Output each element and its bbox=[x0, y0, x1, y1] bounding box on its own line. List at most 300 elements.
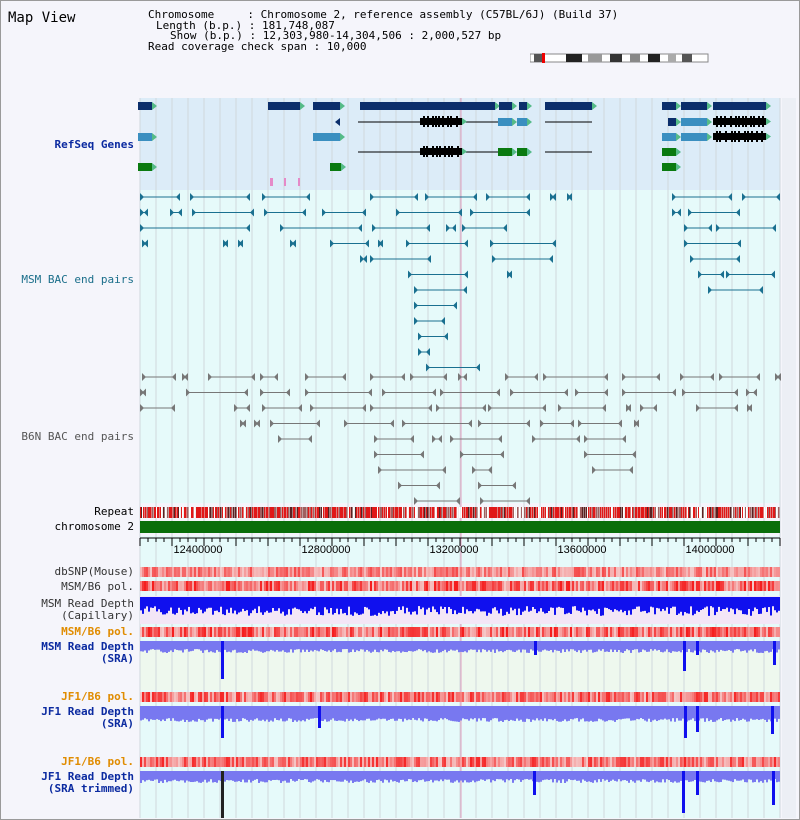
msm-sra-depth-bar bbox=[366, 641, 368, 650]
repeat-mark bbox=[633, 507, 635, 518]
repeat-mark bbox=[517, 507, 519, 518]
msm-b6-pol-sra-strip bbox=[354, 627, 356, 637]
msm-b6-pol-strip bbox=[148, 581, 150, 591]
jf1-b6-pol-strip bbox=[172, 692, 174, 702]
jf1-b6-pol-strip bbox=[532, 692, 534, 702]
msm-capillary-depth-bar bbox=[662, 597, 664, 609]
msm-b6-pol-sra-strip bbox=[444, 627, 446, 637]
jf1-b6-pol-strip bbox=[644, 692, 646, 702]
dbsnp-strip bbox=[412, 567, 414, 577]
repeat-mark bbox=[218, 507, 220, 518]
jf1-sra-depth-bar bbox=[758, 706, 760, 720]
dbsnp-strip bbox=[670, 567, 672, 577]
jf1-trimmed-depth-bar bbox=[366, 771, 368, 782]
msm-capillary-depth-bar bbox=[498, 597, 500, 613]
jf1-b6-pol-strip bbox=[362, 692, 364, 702]
jf1-sra-depth-bar bbox=[298, 706, 300, 720]
jf1-b6-pol-2-strip bbox=[420, 757, 422, 767]
jf1-sra-depth-bar bbox=[582, 706, 584, 718]
msm-b6-pol-strip bbox=[474, 581, 476, 591]
jf1-b6-pol-strip bbox=[770, 692, 772, 702]
dbsnp-strip bbox=[178, 567, 180, 577]
jf1-sra-depth-bar bbox=[550, 706, 552, 719]
jf1-sra-depth-bar bbox=[670, 706, 672, 721]
jf1-sra-depth-bar bbox=[634, 706, 636, 720]
msm-sra-depth-bar bbox=[596, 641, 598, 652]
msm-b6-pol-strip bbox=[228, 581, 230, 591]
jf1-b6-pol-2-strip bbox=[294, 757, 296, 767]
dbsnp-strip bbox=[584, 567, 586, 577]
jf1-trimmed-depth-bar bbox=[492, 771, 494, 780]
jf1-sra-depth-bar bbox=[650, 706, 652, 722]
repeat-mark bbox=[565, 507, 567, 518]
gene-bar bbox=[313, 133, 340, 141]
msm-capillary-depth-bar bbox=[210, 597, 212, 608]
jf1-b6-pol-2-strip bbox=[768, 757, 770, 767]
refseq-genes-label[interactable]: RefSeq Genes bbox=[54, 138, 134, 151]
msm-read-depth-sra-line1: MSM Read Depth bbox=[41, 640, 134, 653]
repeat-mark bbox=[194, 507, 196, 518]
msm-sra-depth-bar bbox=[344, 641, 346, 649]
msm-capillary-depth-bar bbox=[748, 597, 750, 609]
jf1-trimmed-depth-bar bbox=[572, 771, 574, 780]
msm-b6-pol-strip bbox=[570, 581, 572, 591]
jf1-sra-depth-bar bbox=[640, 706, 642, 718]
jf1-trimmed-depth-bar bbox=[496, 771, 498, 779]
msm-sra-depth-bar bbox=[752, 641, 754, 651]
jf1-trimmed-depth-bar bbox=[378, 771, 380, 780]
jf1-trimmed-depth-bar bbox=[270, 771, 272, 781]
repeat-mark bbox=[726, 507, 728, 518]
dbsnp-strip bbox=[626, 567, 628, 577]
msm-sra-depth-bar bbox=[490, 641, 492, 652]
jf1-b6-pol-2-strip bbox=[476, 757, 478, 767]
msm-sra-depth-bar bbox=[216, 641, 218, 650]
msm-capillary-depth-bar bbox=[488, 597, 490, 613]
jf1-sra-depth-bar bbox=[478, 706, 480, 718]
jf1-trimmed-depth-bar bbox=[304, 771, 306, 779]
msm-sra-depth-bar bbox=[460, 641, 462, 652]
msm-b6-pol-strip bbox=[470, 581, 472, 591]
msm-b6-pol-sra-strip bbox=[350, 627, 352, 637]
jf1-b6-pol-2-strip bbox=[582, 757, 584, 767]
dbsnp-strip bbox=[264, 567, 266, 577]
dbsnp-strip bbox=[616, 567, 618, 577]
msm-b6-pol-strip bbox=[518, 581, 520, 591]
jf1-b6-pol-strip bbox=[508, 692, 510, 702]
jf1-b6-pol-strip bbox=[506, 692, 508, 702]
msm-b6-pol-label[interactable]: MSM/B6 pol. bbox=[61, 580, 134, 593]
dbsnp-strip bbox=[320, 567, 322, 577]
dbsnp-strip bbox=[728, 567, 730, 577]
jf1-b6-pol-2-strip bbox=[206, 757, 208, 767]
jf1-trimmed-depth-bar bbox=[592, 771, 594, 783]
jf1-b6-pol-2-strip bbox=[488, 757, 490, 767]
jf1-sra-depth-bar bbox=[272, 706, 274, 722]
repeat-mark bbox=[480, 507, 482, 518]
dbsnp-strip bbox=[618, 567, 620, 577]
msm-b6-pol-strip bbox=[396, 581, 398, 591]
jf1-sra-depth-bar bbox=[556, 706, 558, 721]
msm-b6-pol-sra-strip bbox=[182, 627, 184, 637]
jf1-b6-pol-2-strip bbox=[656, 757, 658, 767]
msm-sra-depth-bar bbox=[692, 641, 694, 652]
jf1-b6-pol-strip bbox=[662, 692, 664, 702]
msm-sra-depth-bar bbox=[140, 641, 142, 651]
msm-b6-pol-sra-strip bbox=[582, 627, 584, 637]
msm-b6-pol-sra-strip bbox=[518, 627, 520, 637]
jf1-b6-pol-strip bbox=[352, 692, 354, 702]
jf1-sra-depth-bar bbox=[360, 706, 362, 720]
jf1-b6-pol-strip bbox=[728, 692, 730, 702]
jf1-sra-depth-bar bbox=[584, 706, 586, 721]
msm-capillary-depth-bar bbox=[300, 597, 302, 611]
jf1-b6-pol-strip bbox=[344, 692, 346, 702]
dbsnp-strip bbox=[310, 567, 312, 577]
jf1-trimmed-depth-bar bbox=[502, 771, 504, 780]
repeat-mark bbox=[416, 507, 418, 518]
dbsnp-label[interactable]: dbSNP(Mouse) bbox=[54, 565, 134, 578]
jf1-trimmed-depth-bar bbox=[540, 771, 542, 782]
msm-sra-depth-bar bbox=[738, 641, 740, 649]
jf1-b6-pol-2-strip bbox=[210, 757, 212, 767]
repeat-mark bbox=[238, 507, 240, 518]
msm-b6-pol-sra-strip bbox=[344, 627, 346, 637]
jf1-b6-pol-strip bbox=[338, 692, 340, 702]
jf1-b6-pol-strip bbox=[240, 692, 242, 702]
jf1-b6-pol-2-strip bbox=[190, 757, 192, 767]
msm-b6-pol-strip bbox=[252, 581, 254, 591]
msm-sra-depth-bar bbox=[446, 641, 448, 652]
msm-b6-pol-strip bbox=[344, 581, 346, 591]
msm-sra-depth-bar bbox=[748, 641, 750, 650]
jf1-sra-depth-bar bbox=[160, 706, 162, 721]
jf1-b6-pol-strip bbox=[696, 692, 698, 702]
dbsnp-strip bbox=[598, 567, 600, 577]
msm-sra-depth-bar bbox=[334, 641, 336, 649]
dbsnp-strip bbox=[326, 567, 328, 577]
jf1-b6-pol-2-strip bbox=[208, 757, 210, 767]
msm-b6-pol-strip bbox=[202, 581, 204, 591]
jf1-b6-pol-2-strip bbox=[498, 757, 500, 767]
repeat-mark bbox=[319, 507, 321, 518]
repeat-mark bbox=[530, 507, 532, 518]
jf1-b6-pol-2-strip bbox=[174, 757, 176, 767]
msm-b6-pol-sra-strip bbox=[270, 627, 272, 637]
jf1-sra-depth-bar bbox=[558, 706, 560, 722]
dbsnp-strip bbox=[338, 567, 340, 577]
jf1-b6-pol-2-strip bbox=[254, 757, 256, 767]
jf1-b6-pol-strip bbox=[170, 692, 172, 702]
jf1-trimmed-depth-bar bbox=[244, 771, 246, 782]
repeat-mark bbox=[235, 507, 237, 518]
repeat-mark bbox=[702, 507, 704, 518]
jf1-b6-pol-2-strip bbox=[156, 757, 158, 767]
right-gutter bbox=[782, 98, 796, 818]
msm-capillary-depth-bar bbox=[638, 597, 640, 606]
repeat-mark bbox=[285, 507, 287, 518]
msm-b6-pol-sra-strip bbox=[202, 627, 204, 637]
jf1-b6-pol-strip bbox=[704, 692, 706, 702]
msm-capillary-depth-bar bbox=[318, 597, 320, 612]
msm-b6-pol-strip bbox=[568, 581, 570, 591]
dbsnp-strip bbox=[484, 567, 486, 577]
repeat-mark bbox=[608, 507, 610, 518]
jf1-b6-pol-strip bbox=[230, 692, 232, 702]
jf1-sra-depth-bar bbox=[578, 706, 580, 722]
repeat-mark bbox=[689, 507, 691, 518]
msm-b6-pol-strip bbox=[272, 581, 274, 591]
msm-b6-pol-strip bbox=[426, 581, 428, 591]
dbsnp-strip bbox=[608, 567, 610, 577]
jf1-b6-pol-strip bbox=[490, 692, 492, 702]
msm-b6-pol-sra-strip bbox=[750, 627, 752, 637]
exon-mark bbox=[716, 116, 718, 127]
jf1-b6-pol-2-strip bbox=[438, 757, 440, 767]
jf1-b6-pol-2-strip bbox=[370, 757, 372, 767]
msm-sra-depth-bar bbox=[182, 641, 184, 652]
jf1-b6-pol-strip bbox=[214, 692, 216, 702]
jf1-sra-depth-bar bbox=[356, 706, 358, 720]
dbsnp-strip bbox=[216, 567, 218, 577]
jf1-trimmed-depth-bar bbox=[688, 771, 690, 782]
jf1-b6-pol-2-strip bbox=[774, 757, 776, 767]
dbsnp-strip bbox=[328, 567, 330, 577]
jf1-sra-depth-bar bbox=[352, 706, 354, 721]
jf1-b6-pol-strip bbox=[190, 692, 192, 702]
msm-sra-depth-bar bbox=[636, 641, 638, 649]
msm-capillary-depth-bar bbox=[702, 597, 704, 609]
jf1-trimmed-depth-bar bbox=[390, 771, 392, 780]
msm-b6-pol-strip bbox=[224, 581, 226, 591]
msm-b6-pol-sra-strip bbox=[772, 627, 774, 637]
msm-sra-depth-bar bbox=[630, 641, 632, 653]
msm-capillary-depth-bar bbox=[730, 597, 732, 608]
jf1-trimmed-depth-bar bbox=[312, 771, 314, 781]
jf1-trimmed-depth-bar bbox=[360, 771, 362, 781]
jf1-b6-pol-strip bbox=[452, 692, 454, 702]
jf1-b6-pol-strip bbox=[656, 692, 658, 702]
jf1-b6-pol-2-strip bbox=[340, 757, 342, 767]
msm-capillary-depth-bar bbox=[628, 597, 630, 610]
msm-capillary-depth-bar bbox=[208, 597, 210, 608]
msm-sra-depth-bar bbox=[336, 641, 338, 652]
dbsnp-strip bbox=[224, 567, 226, 577]
msm-b6-pol-strip bbox=[604, 581, 606, 591]
jf1-b6-pol-strip bbox=[522, 692, 524, 702]
jf1-b6-pol-strip bbox=[380, 692, 382, 702]
msm-capillary-depth-bar bbox=[716, 597, 718, 612]
jf1-b6-pol-2-strip bbox=[606, 757, 608, 767]
repeat-mark bbox=[252, 507, 254, 518]
jf1-b6-pol-2-strip bbox=[154, 757, 156, 767]
gene-bar bbox=[138, 163, 152, 171]
b6n-bac-end-pairs-label[interactable]: B6N BAC end pairs bbox=[21, 430, 134, 443]
jf1-trimmed-depth-bar bbox=[316, 771, 318, 779]
jf1-b6-pol-2-strip bbox=[310, 757, 312, 767]
dbsnp-strip bbox=[656, 567, 658, 577]
jf1-sra-depth-bar bbox=[434, 706, 436, 721]
jf1-b6-pol-strip bbox=[186, 692, 188, 702]
jf1-b6-pol-strip bbox=[472, 692, 474, 702]
jf1-b6-pol-2-strip bbox=[492, 757, 494, 767]
msm-sra-depth-bar bbox=[236, 641, 238, 653]
dbsnp-strip bbox=[500, 567, 502, 577]
msm-capillary-depth-bar bbox=[520, 597, 522, 615]
jf1-b6-pol-2-strip bbox=[166, 757, 168, 767]
jf1-b6-pol-strip bbox=[442, 692, 444, 702]
msm-sra-depth-bar bbox=[734, 641, 736, 650]
jf1-b6-pol-strip bbox=[660, 692, 662, 702]
repeat-mark bbox=[511, 507, 513, 518]
jf1-b6-pol-strip bbox=[594, 692, 596, 702]
repeat-mark bbox=[651, 507, 653, 518]
dbsnp-strip bbox=[528, 567, 530, 577]
jf1-b6-pol-2-strip bbox=[598, 757, 600, 767]
jf1-sra-depth-bar bbox=[716, 706, 718, 720]
repeat-mark bbox=[538, 507, 540, 518]
msm-b6-pol-strip bbox=[736, 581, 738, 591]
msm-b6-pol-sra-strip bbox=[574, 627, 576, 637]
msm-b6-pol-strip bbox=[708, 581, 710, 591]
msm-b6-pol-strip bbox=[676, 581, 678, 591]
msm-b6-pol-sra-strip bbox=[412, 627, 414, 637]
dbsnp-strip bbox=[736, 567, 738, 577]
jf1-b6-pol-2-label[interactable]: JF1/B6 pol. bbox=[61, 755, 134, 768]
jf1-trimmed-depth-bar bbox=[470, 771, 472, 782]
msm-b6-pol-strip bbox=[448, 581, 450, 591]
msm-capillary-depth-bar bbox=[436, 597, 438, 612]
jf1-b6-pol-2-strip bbox=[712, 757, 714, 767]
jf1-trimmed-depth-bar bbox=[560, 771, 562, 783]
jf1-trimmed-depth-bar bbox=[392, 771, 394, 781]
repeat-mark bbox=[358, 507, 360, 518]
jf1-b6-pol-strip bbox=[202, 692, 204, 702]
msm-capillary-depth-bar bbox=[198, 597, 200, 608]
jf1-b6-pol-strip bbox=[326, 692, 328, 702]
jf1-b6-pol-2-strip bbox=[604, 757, 606, 767]
msm-sra-depth-bar bbox=[266, 641, 268, 651]
msm-b6-pol-strip bbox=[506, 581, 508, 591]
jf1-sra-depth-bar bbox=[442, 706, 444, 719]
jf1-sra-depth-bar bbox=[530, 706, 532, 722]
dbsnp-strip bbox=[726, 567, 728, 577]
jf1-b6-pol-2-strip bbox=[150, 757, 152, 767]
jf1-b6-pol-strip bbox=[664, 692, 666, 702]
msm-b6-pol-strip bbox=[156, 581, 158, 591]
repeat-mark bbox=[152, 507, 154, 518]
msm-capillary-depth-bar bbox=[172, 597, 174, 614]
dbsnp-strip bbox=[366, 567, 368, 577]
msm-b6-pol-strip bbox=[226, 581, 228, 591]
jf1-b6-pol-strip bbox=[226, 692, 228, 702]
msm-b6-pol-strip bbox=[416, 581, 418, 591]
msm-sra-depth-bar bbox=[610, 641, 612, 649]
dbsnp-strip bbox=[636, 567, 638, 577]
depth-spike bbox=[683, 641, 686, 671]
msm-bac-end-pairs-label[interactable]: MSM BAC end pairs bbox=[21, 273, 134, 286]
msm-b6-pol-sra-strip bbox=[652, 627, 654, 637]
jf1-b6-pol-strip bbox=[734, 692, 736, 702]
msm-b6-pol-strip bbox=[190, 581, 192, 591]
jf1-trimmed-depth-bar bbox=[432, 771, 434, 782]
jf1-b6-pol-label[interactable]: JF1/B6 pol. bbox=[61, 690, 134, 703]
msm-b6-pol-strip bbox=[586, 581, 588, 591]
jf1-sra-depth-bar bbox=[730, 706, 732, 722]
msm-b6-pol-sra-strip bbox=[738, 627, 740, 637]
msm-capillary-depth-bar bbox=[486, 597, 488, 616]
jf1-b6-pol-2-strip bbox=[468, 757, 470, 767]
msm-sra-depth-bar bbox=[240, 641, 242, 652]
dbsnp-strip bbox=[534, 567, 536, 577]
msm-capillary-depth-bar bbox=[624, 597, 626, 611]
msm-capillary-depth-bar bbox=[550, 597, 552, 607]
dbsnp-strip bbox=[692, 567, 694, 577]
jf1-sra-depth-bar bbox=[474, 706, 476, 718]
msm-capillary-depth-bar bbox=[272, 597, 274, 608]
jf1-trimmed-depth-bar bbox=[558, 771, 560, 780]
jf1-b6-pol-strip bbox=[196, 692, 198, 702]
jf1-b6-pol-strip bbox=[652, 692, 654, 702]
jf1-sra-depth-bar bbox=[312, 706, 314, 719]
msm-b6-pol-sra-strip bbox=[326, 627, 328, 637]
msm-capillary-depth-bar bbox=[388, 597, 390, 616]
exon-mark bbox=[745, 116, 747, 127]
jf1-b6-pol-2-strip bbox=[756, 757, 758, 767]
msm-b6-pol-strip bbox=[532, 581, 534, 591]
msm-sra-depth-bar bbox=[326, 641, 328, 652]
dbsnp-strip bbox=[574, 567, 576, 577]
msm-capillary-depth-bar bbox=[506, 597, 508, 612]
jf1-b6-pol-strip bbox=[716, 692, 718, 702]
repeat-mark bbox=[660, 507, 662, 518]
dbsnp-strip bbox=[490, 567, 492, 577]
msm-b6-pol-sra-strip bbox=[682, 627, 684, 637]
msm-b6-pol-strip bbox=[334, 581, 336, 591]
msm-b6-pol-strip bbox=[578, 581, 580, 591]
jf1-b6-pol-2-strip bbox=[532, 757, 534, 767]
jf1-sra-depth-bar bbox=[204, 706, 206, 722]
msm-sra-depth-bar bbox=[170, 641, 172, 650]
msm-b6-pol-sra-label[interactable]: MSM/B6 pol. bbox=[61, 625, 134, 638]
jf1-trimmed-depth-bar bbox=[380, 771, 382, 781]
msm-b6-pol-strip bbox=[608, 581, 610, 591]
msm-capillary-depth-bar bbox=[268, 597, 270, 613]
msm-b6-pol-sra-strip bbox=[646, 627, 648, 637]
jf1-sra-depth-bar bbox=[590, 706, 592, 721]
jf1-sra-depth-bar bbox=[476, 706, 478, 722]
msm-sra-depth-bar bbox=[254, 641, 256, 651]
jf1-b6-pol-2-strip bbox=[148, 757, 150, 767]
msm-b6-pol-strip bbox=[302, 581, 304, 591]
jf1-b6-pol-2-strip bbox=[502, 757, 504, 767]
jf1-b6-pol-strip bbox=[712, 692, 714, 702]
jf1-trimmed-depth-bar bbox=[778, 771, 780, 782]
jf1-b6-pol-strip bbox=[550, 692, 552, 702]
dbsnp-strip bbox=[524, 567, 526, 577]
msm-b6-pol-strip bbox=[522, 581, 524, 591]
repeat-mark bbox=[553, 507, 555, 518]
jf1-b6-pol-2-strip bbox=[268, 757, 270, 767]
jf1-sra-depth-bar bbox=[262, 706, 264, 720]
jf1-trimmed-depth-bar bbox=[464, 771, 466, 780]
axis-tick-label: 13200000 bbox=[429, 544, 479, 556]
jf1-trimmed-depth-bar bbox=[562, 771, 564, 779]
dbsnp-strip bbox=[568, 567, 570, 577]
depth-spike bbox=[684, 706, 687, 738]
exon-mark bbox=[747, 131, 749, 142]
jf1-sra-depth-bar bbox=[574, 706, 576, 718]
